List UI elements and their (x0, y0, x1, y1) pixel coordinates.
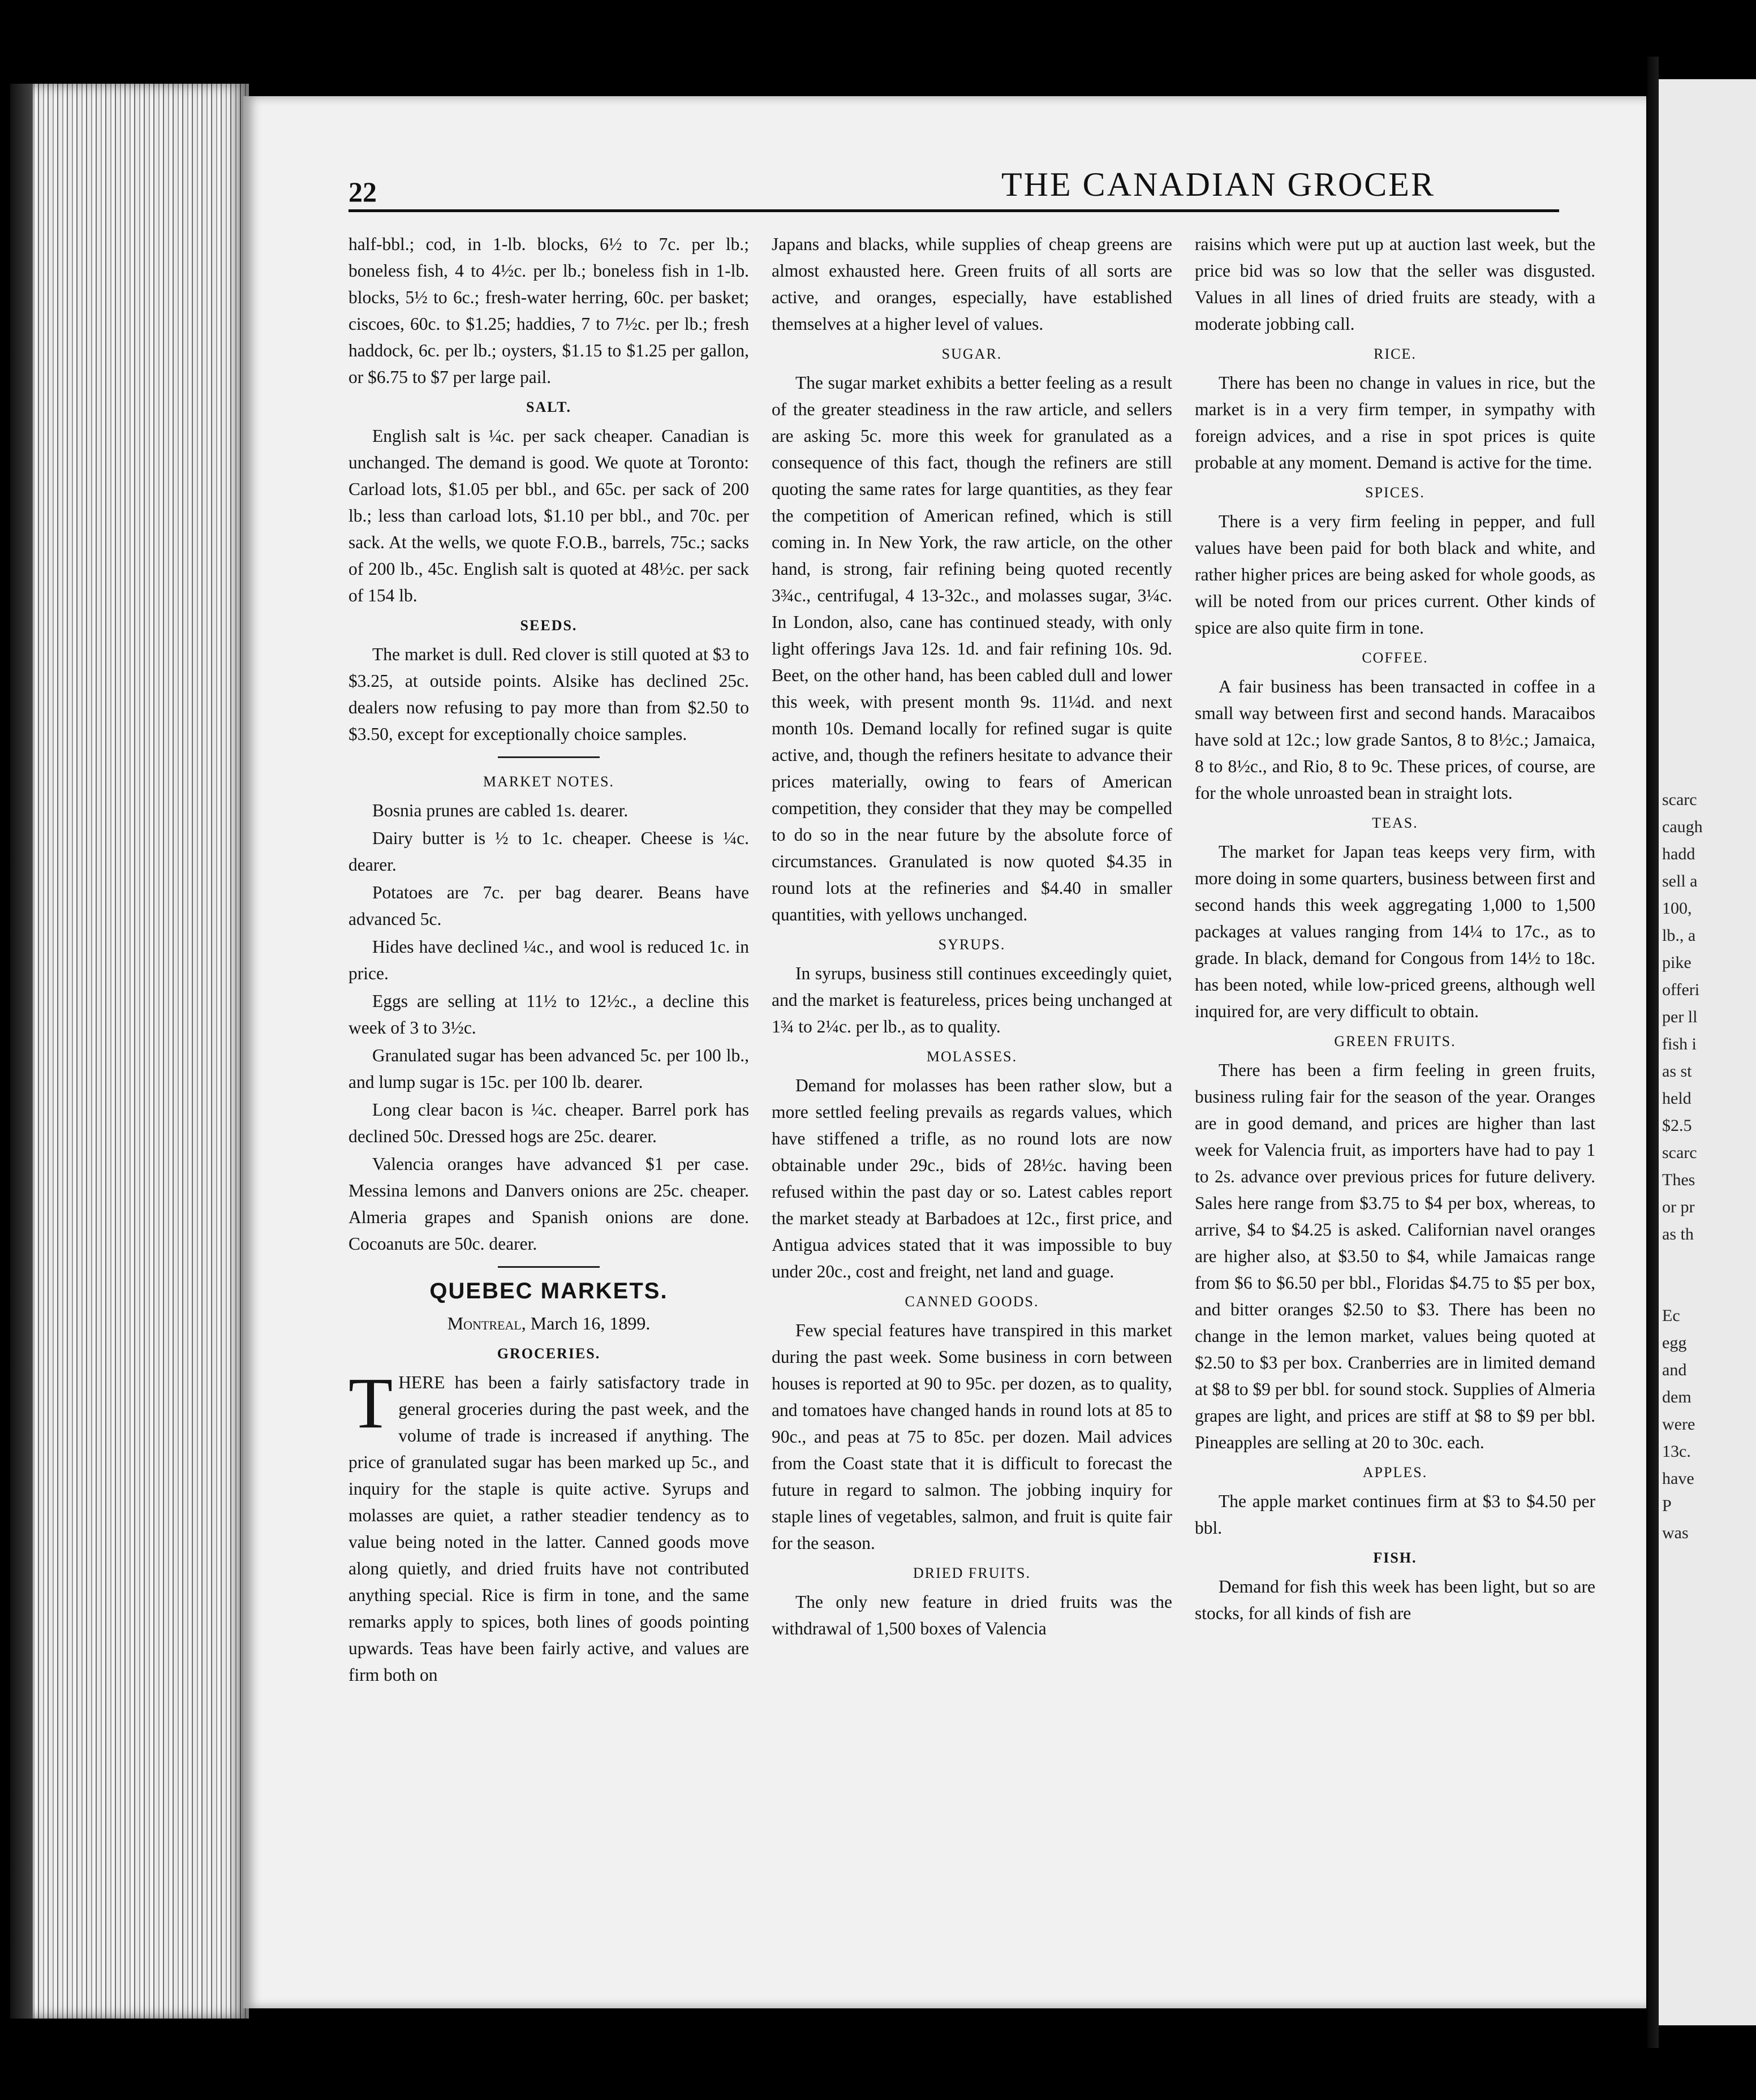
dateline-place: Montreal, (447, 1313, 526, 1333)
facing-page-fragment-line: scarc (1662, 790, 1697, 809)
facing-page-fragment-line: was (1662, 1524, 1689, 1542)
facing-page-fragment-line: 100, (1662, 899, 1692, 918)
paragraph-green-fruits: There has been a firm feeling in green fruits, business ruling fair for the season of the year. Oranges are in good demand, and prices are higher than last week for Valencia fruit, as importers have had to pay 1 to 2s. advance over previous prices for future delivery. Sales here range from $3.75 to $4 per box, whereas, to arrive, $4 to $4.25 is asked. Californian navel oranges are higher also, at $3.50 to $4, while Jamaicas range from $6 to $6.50 per bbl., Floridas $4.75 to $5 per box, and bitter oranges $2.50 to $3. There has been no change in the lemon market, values being quoted at $2.50 to $3 per box. Cranberries are in limited demand at $8 to $9 per bbl. for sound stock. Supplies of Almeria grapes are light, and prices are stiff at $8 to $9 per bbl. Pineapples are selling at 20 to 30c. each. (1195, 1060, 1595, 1452)
book-spine-shadow (10, 84, 33, 2019)
facing-page-fragment-line: dem (1662, 1388, 1692, 1406)
facing-page-fragment-line: or pr (1662, 1198, 1695, 1216)
market-note: Valencia oranges have advanced $1 per case. Messina lemons and Danvers onions are 25c. cheaper. Almeria grapes and Spanish onions are done. Cocoanuts are 50c. dearer. (348, 1154, 749, 1254)
facing-page-fragment-line: P (1662, 1496, 1672, 1515)
market-note: Granulated sugar has been advanced 5c. per 100 lb., and lump sugar is 15c. per 100 lb. dearer. (348, 1045, 749, 1092)
facing-page-fragment-line: and (1662, 1361, 1687, 1379)
heading-syrups: SYRUPS. (938, 936, 1006, 953)
facing-page-fragment-line: Ec (1662, 1306, 1680, 1325)
paragraph-groceries (348, 1363, 749, 1688)
page-number: 22 (348, 176, 377, 208)
heading-teas: TEAS. (1372, 815, 1418, 831)
heading-dried-fruits: DRIED FRUITS. (913, 1565, 1031, 1581)
market-note: Long clear bacon is ¼c. cheaper. Barrel pork has declined 50c. Dressed hogs are 25c. dearer. (348, 1100, 749, 1146)
market-note: Hides have declined ¼c., and wool is reduced 1c. in price. (348, 937, 749, 983)
facing-page-fragment-line: sell a (1662, 872, 1698, 890)
heading-spices: SPICES. (1365, 484, 1425, 501)
facing-page-fragment-line: were (1662, 1415, 1695, 1434)
paragraph-dried-fruits: The only new feature in dried fruits was the withdrawal of 1,500 boxes of Valencia (772, 1592, 1172, 1638)
market-note: Potatoes are 7c. per bag dearer. Beans have advanced 5c. (348, 883, 749, 929)
heading-market-notes: MARKET NOTES. (483, 773, 615, 790)
column-1 (348, 231, 749, 1689)
paragraph-rice: There has been no change in values in rice, but the market is in a very firm temper, in sympathy with foreign advices, and a rise in spot prices is quite probable at any moment. Demand is active for the time. (1195, 373, 1595, 472)
heading-apples: APPLES. (1362, 1464, 1428, 1481)
facing-page-gutter (1647, 57, 1659, 2048)
paragraph-seeds: The market is dull. Red clover is still quoted at $3 to $3.25, at outside points. Alsike has declined 25c. dealers now refusing to pay more than from $2.50 to $3.50, except for exceptionally choice samples. (348, 644, 749, 744)
heading-coffee: COFFEE. (1362, 649, 1428, 666)
facing-page-fragment-line: egg (1662, 1333, 1687, 1352)
column-2 (772, 231, 1172, 1643)
facing-page-fragment-line: scarc (1662, 1143, 1697, 1162)
book-page-edges (10, 84, 249, 2019)
facing-page-fragment-line: fish i (1662, 1035, 1697, 1053)
facing-page-fragment-line: held (1662, 1089, 1692, 1108)
paragraph-sugar: The sugar market exhibits a better feeling as a result of the greater steadiness in the raw article, and sellers are asking 5c. more this week for granulated as a consequence of this fact, though the refiners are still quoting the same rates for large quantities, as they fear the competition of American refined, which is still coming in. In New York, the raw article, on the other hand, is strong, fair refining being quoted recently 3¾c., centrifugal, 4 13-32c., and molasses sugar, 3¼c. In London, also, cane has continued steady, with only light offerings Java 12s. 1d. and fair refining 10s. 9d. Beet, on the other hand, has been cabled dull and lower this week, with present month 9s. 11¼d. and next month 10s. Demand locally for refined sugar is quite active, and, though the refiners hesitate to advance their prices materially, owing to fears of American competition, they consider that they may be compelled to do so in the near future by the absolute force of circumstances. Granulated is now quoted $4.35 in round lots at the refineries and $4.40 in smaller quantities, with yellows unchanged. (772, 373, 1172, 924)
market-note: Dairy butter is ½ to 1c. cheaper. Cheese is ¼c. dearer. (348, 828, 749, 875)
paragraph-canned-goods: Few special features have transpired in this market during the past week. Some business in corn between houses is reported at 90 to 95c. per dozen, as to quality, and tomatoes have changed hands in round lots at 85 to 90c., and peas at 75 to 85c. per dozen. Mail advices from the Coast state that it is difficult to forecast the future in regard to salmon. The jobbing inquiry for staple lines of vegetables, salmon, and fruit is quite fair for the season. (772, 1320, 1172, 1553)
quebec-markets-title: QUEBEC MARKETS. (429, 1279, 668, 1303)
facing-page-fragment-line (1659, 1248, 1756, 1275)
paragraph-spices: There is a very firm feeling in pepper, and full values have been paid for both black and white, and rather higher prices are being asked for whole goods, as will be noted from our prices current. Other kinds of spice are also quite firm in tone. (1195, 511, 1595, 638)
market-note: Bosnia prunes are cabled 1s. dearer. (372, 801, 629, 820)
paragraph-coffee: A fair business has been transacted in coffee in a small way between first and second hands. Maracaibos have sold at 12c.; low grade Santos, 8 to 8½c.; Jamaica, 8 to 8½c., and Rio, 8 to 9c. These prices, of course, are for the whole unroasted bean in straight lots. (1195, 677, 1595, 803)
paragraph-syrups: In syrups, business still continues exceedingly quiet, and the market is featureless, prices being unchanged at 1¾ to 2¼c. per lb., as to quality. (772, 963, 1172, 1036)
drop-cap: T (348, 1363, 393, 1443)
paragraph-groceries-continued: Japans and blacks, while supplies of cheap greens are almost exhausted here. Green fruits of all sorts are active, and oranges, especially, have established themselves at a higher level of values. (772, 234, 1172, 334)
column-3 (1195, 231, 1595, 1628)
facing-page-fragment-line: hadd (1662, 845, 1695, 863)
heading-green-fruits: GREEN FRUITS. (1334, 1033, 1456, 1049)
facing-page-fragment-line: 13c. (1662, 1442, 1691, 1461)
heading-groceries: GROCERIES. (497, 1345, 601, 1362)
paragraph-dried-fruits-continued: raisins which were put up at auction last week, but the price bid was so low that the seller was disgusted. Values in all lines of dried fruits are steady, with a moderate jobbing call. (1195, 234, 1595, 334)
heading-rice: RICE. (1374, 346, 1417, 362)
facing-page-fragment-line: as st (1662, 1062, 1692, 1081)
facing-page-fragment-line: offeri (1662, 980, 1700, 999)
paragraph-fish-continued: half-bbl.; cod, in 1-lb. blocks, 6½ to 7c. per lb.; boneless fish, 4 to 4½c. per lb.; boneless fish in 1-lb. blocks, 5½ to 6c.; fresh-water herring, 60c. per basket; ciscoes, 60c. to $1.25; haddies, 7 to 7½c. per lb.; fresh haddock, 6c. per lb.; oysters, $1.15 to $1.25 per gallon, or $6.75 to $7 per large pail. (348, 234, 749, 387)
facing-page-fragment-line: have (1662, 1469, 1694, 1488)
running-title: THE CANADIAN GROCER (1001, 166, 1435, 203)
header-rule (348, 209, 1559, 212)
section-divider (498, 756, 600, 758)
facing-page-fragment-line: pike (1662, 953, 1692, 972)
dateline (348, 1310, 749, 1337)
paragraph-teas: The market for Japan teas keeps very firm, with more doing in some quarters, business between first and second hands this week aggregating 1,000 to 1,500 packages at values ranging from 14¼ to 17c., as to grade. In black, demand for Congous from 14½ to 18c. has been noted, while low-priced greens, although well inquired for, are very difficult to obtain. (1195, 842, 1595, 1021)
facing-page-fragment-line: as th (1662, 1225, 1694, 1243)
facing-page-fragment-line: per ll (1662, 1008, 1698, 1026)
paragraph-groceries-text: HERE has been a fairly satisfactory trade in general groceries during the past week, and the volume of trade is increased if anything. The price of granulated sugar has been marked up 5c., and inquiry for the staple is quite active. Syrups and molasses are quiet, a rather steadier tendency as to value being noted in the latter. Canned goods move along quietly, and dried fruits have not contributed anything special. Rice is firm in tone, and the same remarks apply to spices, both lines of goods pointing upwards. Teas have been fairly active, and values are firm both on (348, 1372, 749, 1685)
newspaper-page (243, 96, 1646, 2008)
paragraph-fish: Demand for fish this week has been light, but so are stocks, for all kinds of fish are (1195, 1577, 1595, 1623)
heading-molasses: MOLASSES. (926, 1048, 1018, 1065)
heading-canned-goods: CANNED GOODS. (905, 1293, 1039, 1310)
facing-page-fragment-line (1659, 1275, 1756, 1302)
heading-sugar: SUGAR. (941, 346, 1002, 362)
dateline-date: March 16, 1899. (526, 1313, 651, 1333)
facing-page-fragment-line: lb., a (1662, 926, 1696, 945)
heading-seeds: SEEDS. (520, 617, 578, 634)
heading-fish: FISH. (1373, 1550, 1417, 1566)
facing-page-fragment-line: caugh (1662, 817, 1703, 836)
facing-page-fragment (1659, 79, 1756, 2025)
paragraph-salt: English salt is ¼c. per sack cheaper. Canadian is unchanged. The demand is good. We quote at Toronto: Carload lots, $1.05 per bbl., and 65c. per sack of 200 lb.; less than carload lots, $1.10 per bbl., and 70c. per sack. At the wells, we quote F.O.B., barrels, 75c.; sacks of 200 lb., 45c. English salt is quoted at 48½c. per sack of 154 lb. (348, 426, 749, 605)
facing-page-fragment-line: $2.5 (1662, 1116, 1692, 1135)
facing-page-text (1659, 79, 1756, 1547)
paragraph-molasses: Demand for molasses has been rather slow, but a more settled feeling prevails as regards values, which have stiffened a trifle, as no round lots are now obtainable under 29c., bids of 28½c. having been refused within the past day or so. Latest cables report the market steady at Barbadoes at 12c., first price, and Antigua advices stated that it was impossible to buy under 20c., cost and freight, net land and guage. (772, 1075, 1172, 1281)
facing-page-fragment-line: Thes (1662, 1171, 1695, 1189)
market-note: Eggs are selling at 11½ to 12½c., a decline this week of 3 to 3½c. (348, 991, 749, 1038)
paragraph-apples: The apple market continues firm at $3 to $4.50 per bbl. (1195, 1491, 1595, 1538)
heading-salt: SALT. (526, 399, 572, 415)
section-divider (498, 1266, 600, 1268)
